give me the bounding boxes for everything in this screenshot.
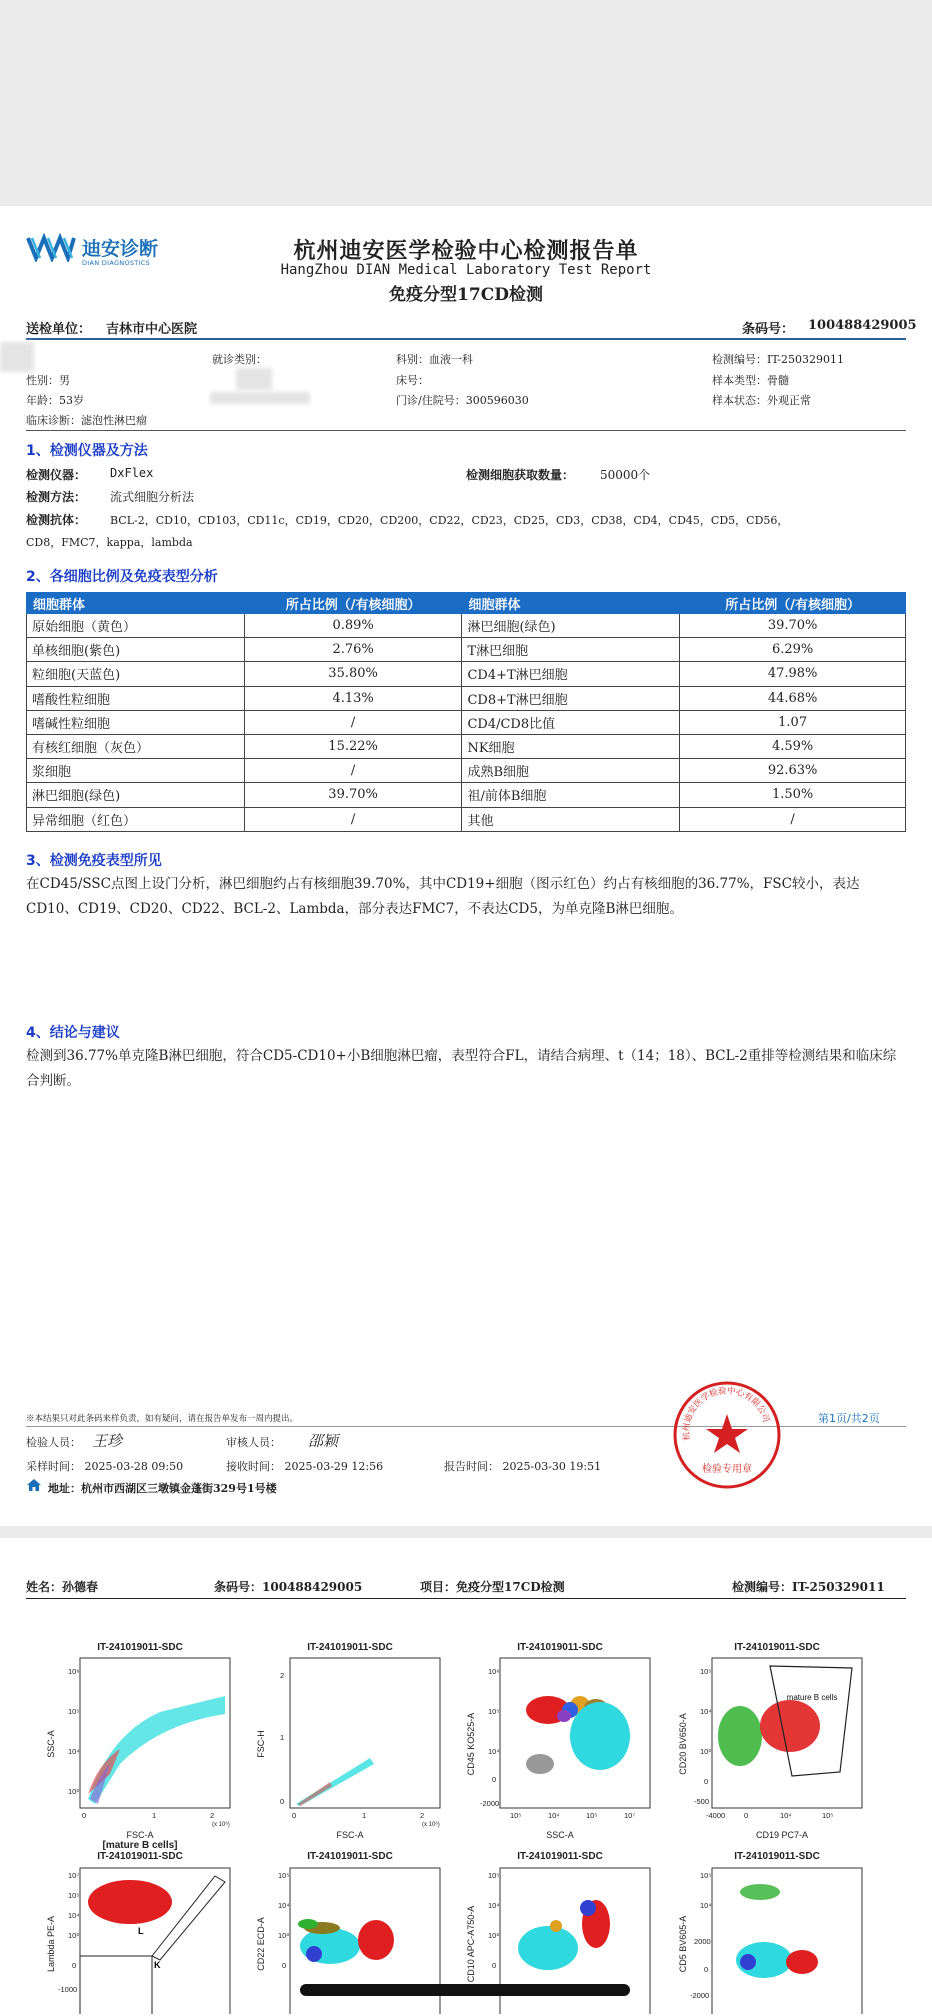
instrument-label: 检测仪器：: [26, 468, 87, 482]
gender: 性别：男: [26, 374, 70, 387]
antibody-label: 检测抗体：: [26, 513, 87, 527]
tick: 0: [704, 1965, 709, 1974]
cell-population: 其他: [462, 807, 680, 831]
section-1-heading: 1、检测仪器及方法: [26, 443, 148, 459]
barcode-label: 条码号：: [742, 322, 795, 337]
table-row: [27, 686, 906, 710]
report-time: 报告时间： 2025-03-30 19:51: [444, 1460, 602, 1473]
tick: (x 10⁶): [212, 1822, 230, 1828]
logo-subtext: DIAN DIAGNOSTICS: [82, 259, 151, 267]
cell-ratio: /: [244, 710, 462, 734]
scatter-plot-fsc-fsch: [250, 1642, 450, 1872]
cell-population: 原始细胞（黄色）: [27, 614, 245, 638]
header-divider: [26, 338, 906, 340]
tick: 10⁶: [68, 1667, 80, 1676]
tick: 0: [292, 1811, 297, 1820]
tick: 10⁴: [68, 1911, 80, 1920]
tick: 1: [362, 1811, 367, 1820]
gate-k-label: K: [154, 1960, 161, 1970]
redacted-field: [236, 368, 272, 390]
report-page-2: [0, 1538, 932, 2016]
sample-time: 采样时间： 2025-03-28 09:50: [26, 1460, 184, 1473]
lab-seal-stamp: [672, 1380, 782, 1490]
reviewer-label: 审核人员：: [226, 1436, 281, 1449]
table-row: [27, 807, 906, 831]
tick: 10³: [68, 1931, 79, 1940]
table-row: [27, 638, 906, 662]
receive-time: 接收时间： 2025-03-29 12:56: [226, 1460, 384, 1473]
x-axis-label: SSC-A: [546, 1830, 574, 1840]
tick: 10⁵: [68, 1707, 80, 1716]
tick: 0: [82, 1811, 87, 1820]
test-number: 检测编号：IT-250329011: [712, 353, 844, 366]
plot-title: [mature B cells]: [102, 1840, 178, 1851]
scatter-plot-cd19-cd20: [672, 1642, 882, 1872]
scatter-plot-fsc-ssc: [40, 1642, 240, 1872]
tick: 10⁴: [278, 1901, 290, 1910]
plot-title: IT-241019011-SDC: [517, 1642, 603, 1653]
cell-count-label: 检测细胞获取数量：: [466, 468, 575, 482]
sample-state: 样本状态：外观正常: [712, 394, 811, 407]
y-axis-label: CD10 APC-A750-A: [466, 1905, 476, 1983]
x-axis-label: FSC-A: [336, 1830, 364, 1840]
barcode-value: 100488429005: [808, 318, 917, 333]
y-axis-label: CD5 BV605-A: [678, 1915, 688, 1973]
scatter-plot-cd5: [672, 1840, 882, 2016]
tick: 10⁴: [700, 1707, 712, 1716]
page2-divider: [26, 1598, 906, 1599]
page2-project: 项目：免疫分型17CD检测: [420, 1580, 565, 1594]
page2-test-number: 检测编号：IT-250329011: [732, 1580, 885, 1594]
tick: -4000: [706, 1811, 726, 1820]
tick: -2000: [690, 1991, 710, 2000]
report-title: 杭州迪安医学检验中心检测报告单: [293, 238, 639, 264]
cell-count-value: 50000个: [600, 468, 651, 482]
tick: 2: [280, 1671, 285, 1680]
tick: 2: [420, 1811, 425, 1820]
table-row: [27, 734, 906, 758]
tick: 10⁵: [822, 1811, 834, 1820]
plot-title: IT-241019011-SDC: [734, 1642, 820, 1653]
section-2-heading: 2、各细胞比例及免疫表型分析: [26, 569, 218, 585]
tick: 0: [704, 1777, 709, 1786]
col-header-ratio-2: 所占比例（/有核细胞）: [680, 593, 906, 614]
cell-population: CD8+T淋巴细胞: [462, 686, 680, 710]
antibody-list-1: BCL-2，CD10，CD103，CD11c，CD19，CD20，CD200，CD22，CD23，CD25，CD3，CD38，CD4，CD45，CD5，CD56，: [110, 514, 789, 527]
cell-ratio: 39.70%: [680, 614, 906, 638]
tick: 0: [280, 1797, 285, 1806]
bed-number: 床号：: [396, 374, 429, 387]
cell-ratio: 2.76%: [244, 638, 462, 662]
plot-title: IT-241019011-SDC: [307, 1851, 393, 1862]
y-axis-label: Lambda PE-A: [46, 1915, 56, 1973]
cell-population: CD4/CD8比值: [462, 710, 680, 734]
y-axis-label: CD45 KO525-A: [466, 1712, 476, 1776]
tick: 2000: [694, 1937, 711, 1946]
tick: 10³: [68, 1787, 79, 1796]
tick: 0: [744, 1811, 749, 1820]
tick: 10⁷: [624, 1811, 636, 1820]
plot-title: IT-241019011-SDC: [517, 1851, 603, 1862]
department: 科别：血液一科: [396, 353, 473, 366]
cell-ratio: 39.70%: [244, 783, 462, 807]
tester-signature: 王珍: [92, 1432, 123, 1450]
cell-ratio: 1.07: [680, 710, 906, 734]
x-axis-label: FSC-A: [126, 1830, 154, 1840]
stamp-label: 检验专用章: [702, 1464, 752, 1475]
table-row: [27, 710, 906, 734]
gate-l-label: L: [138, 1926, 144, 1936]
report-title-en: HangZhou DIAN Medical Laboratory Test Report: [280, 262, 652, 278]
gate-label: mature B cells: [786, 1693, 838, 1702]
y-axis-label: FSC-H: [256, 1730, 266, 1758]
tick: 10³: [278, 1931, 289, 1940]
visit-type: 就诊类别：: [212, 353, 267, 366]
tick: 10⁴: [548, 1811, 560, 1820]
patient-name: 姓名：孙德春: [26, 1580, 99, 1594]
section-4-heading: 4、结论与建议: [26, 1025, 120, 1041]
cell-population: 单核细胞(紫色): [27, 638, 245, 662]
tick: 10⁴: [780, 1811, 792, 1820]
y-axis-label: CD20 BV650-A: [678, 1713, 688, 1775]
tick: 10⁵: [700, 1871, 712, 1880]
x-axis-label: CD19 PC7-A: [755, 1830, 809, 1840]
cell-ratio: 0.89%: [244, 614, 462, 638]
plot-title: IT-241019011-SDC: [307, 1642, 393, 1653]
cell-population: 浆细胞: [27, 759, 245, 783]
phenotype-findings: 在CD45/SSC点图上设门分析，淋巴细胞约占有核细胞39.70%，其中CD19+细胞（图示红色）约占有核细胞的36.77%，FSC较小，表达CD10、CD19、CD20、CD22、BCL-2、Lambda，部分表达FMC7，不表达CD5，为单克隆B淋巴细胞。: [26, 876, 860, 917]
section-3-heading: 3、检测免疫表型所见: [26, 853, 162, 869]
tester-label: 检验人员：: [26, 1436, 81, 1449]
tick: 10³: [488, 1931, 499, 1940]
tick: 10⁵: [488, 1707, 500, 1716]
cell-population: 有核红细胞（灰色）: [27, 734, 245, 758]
cell-ratio: 4.59%: [680, 734, 906, 758]
col-header-population-1: 细胞群体: [27, 593, 245, 614]
tick: -500: [694, 1797, 710, 1806]
table-row: [27, 759, 906, 783]
cell-population: 异常细胞（红色）: [27, 807, 245, 831]
tick: 10⁵: [510, 1811, 522, 1820]
cell-population: 祖/前体B细胞: [462, 783, 680, 807]
cell-ratio: 35.80%: [244, 662, 462, 686]
tick: 0: [492, 1961, 497, 1970]
table-row: [27, 783, 906, 807]
redacted-field-2: [210, 392, 310, 404]
tick: 10⁴: [488, 1901, 500, 1910]
cell-population: 粒细胞(天蓝色): [27, 662, 245, 686]
cell-ratio: /: [244, 759, 462, 783]
y-axis-label: SSC-A: [46, 1730, 56, 1758]
conclusion-text: 检测到36.77%单克隆B淋巴细胞，符合CD5-CD10+小B细胞淋巴瘤，表型符合FL，请结合病理、t（14；18）、BCL-2重排等检测结果和临床综合判断。: [26, 1048, 897, 1089]
tick: 0: [282, 1961, 287, 1970]
home-icon: [26, 1478, 42, 1492]
cell-ratio: 6.29%: [680, 638, 906, 662]
col-header-ratio-1: 所占比例（/有核细胞）: [244, 593, 462, 614]
cell-ratio: /: [244, 807, 462, 831]
cell-ratio-table: [26, 592, 906, 832]
reviewer-signature: 邵颖: [308, 1432, 339, 1450]
table-row: [27, 614, 906, 638]
disclaimer-note: ※本结果只对此条码来样负责，如有疑问，请在报告单发布一周内提出。: [26, 1414, 299, 1424]
y-axis-label: CD22 ECD-A: [256, 1917, 266, 1971]
tick: 10⁴: [700, 1901, 712, 1910]
sample-type: 样本类型：骨髓: [712, 374, 789, 387]
tick: 10⁵: [278, 1871, 290, 1880]
cell-ratio: 15.22%: [244, 734, 462, 758]
plot-title: IT-241019011-SDC: [97, 1642, 183, 1653]
redacted-name: [0, 342, 34, 372]
col-header-population-2: 细胞群体: [462, 593, 680, 614]
tick: 10⁵: [488, 1871, 500, 1880]
unit-value: 吉林市中心医院: [106, 322, 198, 337]
cell-population: 嗜碱性粒细胞: [27, 710, 245, 734]
tick: -1000: [58, 1985, 78, 1994]
logo-text: 迪安诊断: [82, 238, 159, 260]
tick: 0: [492, 1775, 497, 1784]
home-indicator-bar[interactable]: [300, 1984, 630, 1996]
cell-ratio: 47.98%: [680, 662, 906, 686]
table-row: [27, 662, 906, 686]
report-subtitle: 免疫分型17CD检测: [389, 285, 543, 305]
unit-label: 送检单位：: [26, 322, 92, 337]
cell-population: 淋巴细胞(绿色): [462, 614, 680, 638]
cell-ratio: 1.50%: [680, 783, 906, 807]
antibody-list-2: CD8，FMC7，kappa，lambda: [26, 536, 193, 549]
method-label: 检测方法：: [26, 490, 87, 504]
tick: 10⁷: [68, 1871, 80, 1880]
cell-population: 嗜酸性粒细胞: [27, 686, 245, 710]
tick: 1: [152, 1811, 157, 1820]
cell-population: 成熟B细胞: [462, 759, 680, 783]
tick: 10⁶: [488, 1667, 500, 1676]
cell-ratio: 4.13%: [244, 686, 462, 710]
tick: 2: [210, 1811, 215, 1820]
cell-population: NK细胞: [462, 734, 680, 758]
cell-population: CD4+T淋巴细胞: [462, 662, 680, 686]
age: 年龄：53岁: [26, 394, 84, 407]
page-indicator: 第1页/共2页: [818, 1412, 880, 1425]
lab-address: 地址：杭州市西湖区三墩镇金蓬街329号1号楼: [48, 1482, 277, 1495]
tick: 0: [72, 1961, 77, 1970]
scatter-plot-ssc-cd45: [460, 1642, 660, 1872]
tick: 10⁵: [586, 1811, 598, 1820]
clinical-diagnosis: 临床诊断：滤泡性淋巴瘤: [26, 414, 147, 427]
tick: 10³: [700, 1747, 711, 1756]
tick: 10⁵: [700, 1667, 712, 1676]
stamp-arc-text: 杭州迪安医学检验中心有限公司: [681, 1386, 771, 1441]
plot-title: IT-241019011-SDC: [97, 1851, 183, 1862]
instrument-value: DxFlex: [110, 466, 154, 480]
outpatient-number: 门诊/住院号：300596030: [396, 394, 529, 407]
report-page-1: [0, 206, 932, 1526]
method-value: 流式细胞分析法: [110, 490, 195, 504]
tick: -2000: [480, 1799, 500, 1808]
cell-ratio: 44.68%: [680, 686, 906, 710]
cell-ratio: 92.63%: [680, 759, 906, 783]
cell-population: T淋巴细胞: [462, 638, 680, 662]
tick: 1: [280, 1733, 285, 1742]
tick: 10⁴: [68, 1747, 80, 1756]
scatter-plot-lambda: [40, 1840, 240, 2016]
page2-barcode: 条码号：100488429005: [214, 1580, 363, 1594]
tick: 10⁴: [488, 1747, 500, 1756]
plot-title: IT-241019011-SDC: [734, 1851, 820, 1862]
cell-population: 淋巴细胞(绿色): [27, 783, 245, 807]
tick: 10⁵: [68, 1891, 80, 1900]
table-header-row: [27, 593, 906, 614]
info-divider: [26, 430, 906, 431]
cell-ratio: /: [680, 807, 906, 831]
tick: (x 10⁶): [422, 1822, 440, 1828]
